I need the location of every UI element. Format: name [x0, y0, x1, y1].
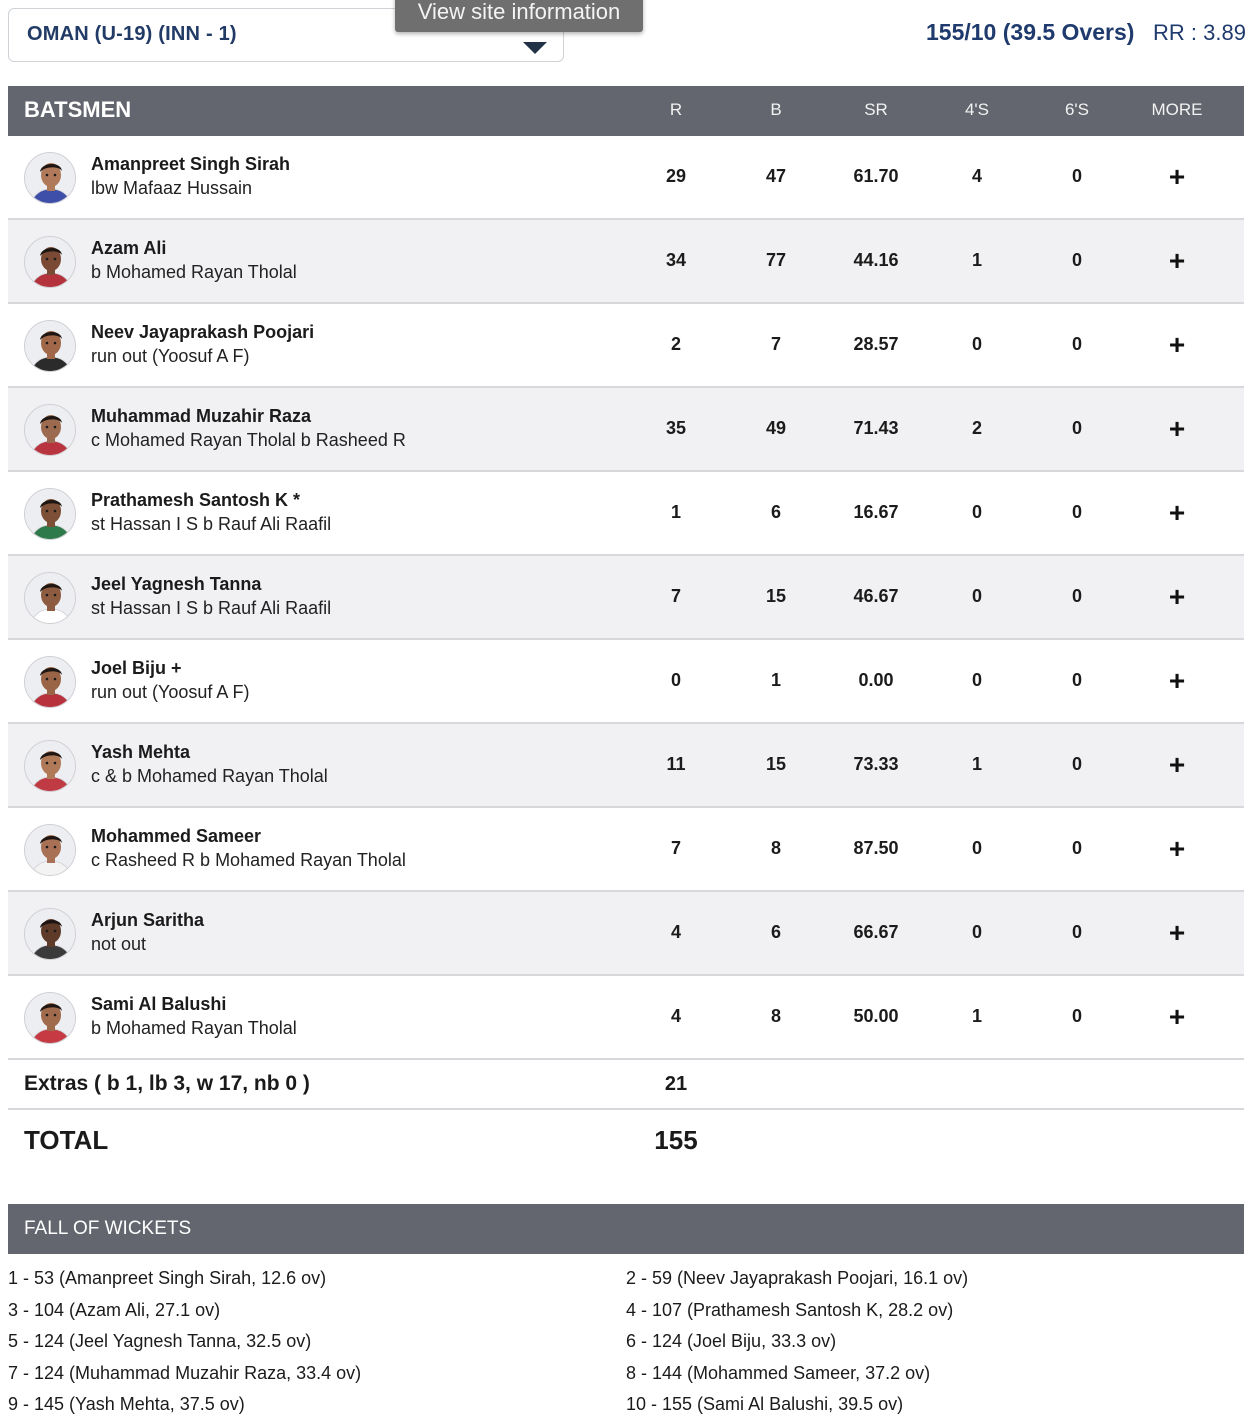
site-info-tooltip: View site information	[395, 0, 643, 32]
fall-of-wicket-item: 2 - 59 (Neev Jayaprakash Poojari, 16.1 ov)	[626, 1268, 969, 1288]
expand-more-button[interactable]: +	[1168, 833, 1186, 864]
col-sixes: 6'S	[1064, 100, 1090, 119]
player-avatar	[24, 236, 76, 288]
sixes-cell: 0	[1071, 502, 1082, 522]
dismissal-text: st Hassan I S b Rauf Ali Raafil	[91, 598, 332, 618]
fours-cell: 1	[971, 754, 982, 774]
player-avatar	[24, 488, 76, 540]
balls-cell: 1	[770, 670, 781, 690]
fours-cell: 0	[971, 334, 982, 354]
player-photo-icon	[25, 741, 76, 792]
player-avatar	[24, 152, 76, 204]
strike-rate-cell: 61.70	[853, 166, 899, 186]
sixes-cell: 0	[1071, 838, 1082, 858]
col-batsmen: BATSMEN	[24, 97, 132, 122]
runs-cell: 29	[665, 166, 687, 186]
balls-cell: 47	[765, 166, 787, 186]
run-rate: RR : 3.89	[1153, 20, 1246, 45]
balls-cell: 77	[765, 250, 787, 270]
balls-cell: 8	[770, 1006, 781, 1026]
player-photo-icon	[25, 573, 76, 624]
player-avatar	[24, 404, 76, 456]
expand-more-button[interactable]: +	[1168, 749, 1186, 780]
player-name[interactable]: Arjun Saritha	[91, 910, 205, 930]
dismissal-text: lbw Mafaaz Hussain	[91, 178, 253, 198]
expand-more-button[interactable]: +	[1168, 413, 1186, 444]
dismissal-text: c Rasheed R b Mohamed Rayan Tholal	[91, 850, 406, 870]
strike-rate-cell: 16.67	[853, 502, 899, 522]
expand-more-button[interactable]: +	[1168, 245, 1186, 276]
batting-table-header	[8, 86, 1244, 136]
fours-cell: 0	[971, 922, 982, 942]
player-name[interactable]: Mohammed Sameer	[91, 826, 262, 846]
player-name[interactable]: Jeel Yagnesh Tanna	[91, 574, 262, 594]
player-avatar	[24, 740, 76, 792]
sixes-cell: 0	[1071, 754, 1082, 774]
expand-more-button[interactable]: +	[1168, 329, 1186, 360]
extras-value: 21	[664, 1073, 688, 1095]
col-more: MORE	[1151, 100, 1203, 119]
fall-of-wicket-item: 10 - 155 (Sami Al Balushi, 39.5 ov)	[626, 1394, 904, 1414]
player-avatar	[24, 656, 76, 708]
fours-cell: 4	[971, 166, 982, 186]
sixes-cell: 0	[1071, 1006, 1082, 1026]
col-balls: B	[770, 100, 782, 119]
player-photo-icon	[25, 657, 76, 708]
fours-cell: 0	[971, 502, 982, 522]
balls-cell: 7	[770, 334, 781, 354]
player-photo-icon	[25, 825, 76, 876]
col-runs: R	[669, 100, 683, 119]
player-photo-icon	[25, 993, 76, 1044]
strike-rate-cell: 44.16	[853, 250, 899, 270]
player-name[interactable]: Neev Jayaprakash Poojari	[91, 322, 315, 342]
fall-of-wicket-item: 5 - 124 (Jeel Yagnesh Tanna, 32.5 ov)	[8, 1331, 312, 1351]
fall-of-wicket-item: 9 - 145 (Yash Mehta, 37.5 ov)	[8, 1394, 245, 1414]
total-label: TOTAL	[24, 1125, 109, 1155]
fall-of-wicket-item: 8 - 144 (Mohammed Sameer, 37.2 ov)	[626, 1362, 931, 1383]
player-name[interactable]: Muhammad Muzahir Raza	[91, 406, 312, 426]
batsman-row	[8, 724, 1244, 808]
batsman-row	[8, 472, 1244, 556]
player-photo-icon	[25, 153, 76, 204]
col-strike-rate: SR	[864, 100, 888, 119]
dismissal-text: c Mohamed Rayan Tholal b Rasheed R	[91, 430, 406, 450]
col-fours: 4'S	[964, 100, 990, 119]
batsman-row	[8, 220, 1244, 304]
batting-table	[8, 86, 1244, 1170]
batsman-row	[8, 892, 1244, 976]
expand-more-button[interactable]: +	[1168, 581, 1186, 612]
fours-cell: 1	[971, 1006, 982, 1026]
player-avatar	[24, 908, 76, 960]
fall-of-wicket-item: 6 - 124 (Joel Biju, 33.3 ov)	[626, 1331, 837, 1351]
strike-rate-cell: 71.43	[853, 418, 899, 438]
runs-cell: 35	[665, 418, 687, 438]
batsman-row	[8, 640, 1244, 724]
batsman-row	[8, 136, 1244, 220]
strike-rate-cell: 73.33	[853, 754, 899, 774]
fall-of-wicket-item: 4 - 107 (Prathamesh Santosh K, 28.2 ov)	[626, 1299, 954, 1320]
innings-score: 155/10 (39.5 Overs)	[926, 19, 1135, 45]
extras-row	[8, 1060, 1244, 1110]
balls-cell: 15	[765, 586, 787, 606]
expand-more-button[interactable]: +	[1168, 1001, 1186, 1032]
player-avatar	[24, 824, 76, 876]
expand-more-button[interactable]: +	[1168, 665, 1186, 696]
dismissal-text: c & b Mohamed Rayan Tholal	[91, 766, 328, 786]
player-name[interactable]: Yash Mehta	[91, 742, 191, 762]
fours-cell: 1	[971, 250, 982, 270]
innings-dropdown-label: OMAN (U-19) (INN - 1)	[27, 23, 237, 45]
player-name[interactable]: Amanpreet Singh Sirah	[91, 154, 291, 174]
sixes-cell: 0	[1071, 334, 1082, 354]
extras-label: Extras ( b 1, lb 3, w 17, nb 0 )	[24, 1072, 310, 1095]
dismissal-text: run out (Yoosuf A F)	[91, 682, 250, 702]
balls-cell: 6	[770, 502, 781, 522]
sixes-cell: 0	[1071, 250, 1082, 270]
batsman-row	[8, 808, 1244, 892]
player-name[interactable]: Sami Al Balushi	[91, 994, 227, 1014]
sixes-cell: 0	[1071, 586, 1082, 606]
fours-cell: 0	[971, 670, 982, 690]
player-photo-icon	[25, 909, 76, 960]
strike-rate-cell: 66.67	[853, 922, 899, 942]
fours-cell: 2	[971, 418, 982, 438]
total-value: 155	[654, 1125, 698, 1155]
player-name[interactable]: Prathamesh Santosh K *	[91, 490, 301, 510]
runs-cell: 4	[670, 1006, 681, 1026]
sixes-cell: 0	[1071, 922, 1082, 942]
expand-more-button[interactable]: +	[1168, 497, 1186, 528]
dismissal-text: b Mohamed Rayan Tholal	[91, 262, 297, 282]
player-photo-icon	[25, 237, 76, 288]
fall-of-wickets-title: FALL OF WICKETS	[24, 1218, 192, 1239]
fall-of-wickets-header	[8, 1204, 1244, 1254]
runs-cell: 7	[670, 838, 681, 858]
player-avatar	[24, 992, 76, 1044]
chevron-down-icon[interactable]	[523, 42, 547, 54]
batsman-row	[8, 388, 1244, 472]
strike-rate-cell: 87.50	[853, 838, 899, 858]
strike-rate-cell: 0.00	[858, 670, 894, 690]
batsman-row	[8, 976, 1244, 1060]
fours-cell: 0	[971, 586, 982, 606]
strike-rate-cell: 50.00	[853, 1006, 899, 1026]
balls-cell: 8	[770, 838, 781, 858]
runs-cell: 7	[670, 586, 681, 606]
player-name[interactable]: Azam Ali	[91, 238, 167, 258]
dismissal-text: not out	[91, 934, 147, 954]
batsman-row	[8, 556, 1244, 640]
player-photo-icon	[25, 321, 76, 372]
player-photo-icon	[25, 489, 76, 540]
sixes-cell: 0	[1071, 166, 1082, 186]
player-name[interactable]: Joel Biju +	[91, 658, 182, 678]
balls-cell: 49	[765, 418, 787, 438]
balls-cell: 6	[770, 922, 781, 942]
runs-cell: 0	[670, 670, 681, 690]
player-avatar	[24, 572, 76, 624]
strike-rate-cell: 28.57	[853, 334, 899, 354]
dismissal-text: b Mohamed Rayan Tholal	[91, 1018, 297, 1038]
runs-cell: 34	[665, 250, 687, 270]
fours-cell: 0	[971, 838, 982, 858]
fall-of-wicket-item: 1 - 53 (Amanpreet Singh Sirah, 12.6 ov)	[8, 1268, 327, 1288]
runs-cell: 1	[670, 502, 681, 522]
fall-of-wicket-item: 7 - 124 (Muhammad Muzahir Raza, 33.4 ov)	[8, 1362, 362, 1383]
sixes-cell: 0	[1071, 670, 1082, 690]
runs-cell: 2	[670, 334, 681, 354]
player-avatar	[24, 320, 76, 372]
batsman-row	[8, 304, 1244, 388]
fall-of-wicket-item: 3 - 104 (Azam Ali, 27.1 ov)	[8, 1299, 221, 1320]
balls-cell: 15	[765, 754, 787, 774]
sixes-cell: 0	[1071, 418, 1082, 438]
runs-cell: 4	[670, 922, 681, 942]
total-row	[8, 1110, 1244, 1170]
expand-more-button[interactable]: +	[1168, 917, 1186, 948]
dismissal-text: st Hassan I S b Rauf Ali Raafil	[91, 514, 332, 534]
dismissal-text: run out (Yoosuf A F)	[91, 346, 250, 366]
strike-rate-cell: 46.67	[853, 586, 899, 606]
scorecard-topbar	[0, 0, 1252, 70]
batting-rows	[8, 136, 1244, 1060]
runs-cell: 11	[666, 754, 686, 774]
player-photo-icon	[25, 405, 76, 456]
expand-more-button[interactable]: +	[1168, 161, 1186, 192]
